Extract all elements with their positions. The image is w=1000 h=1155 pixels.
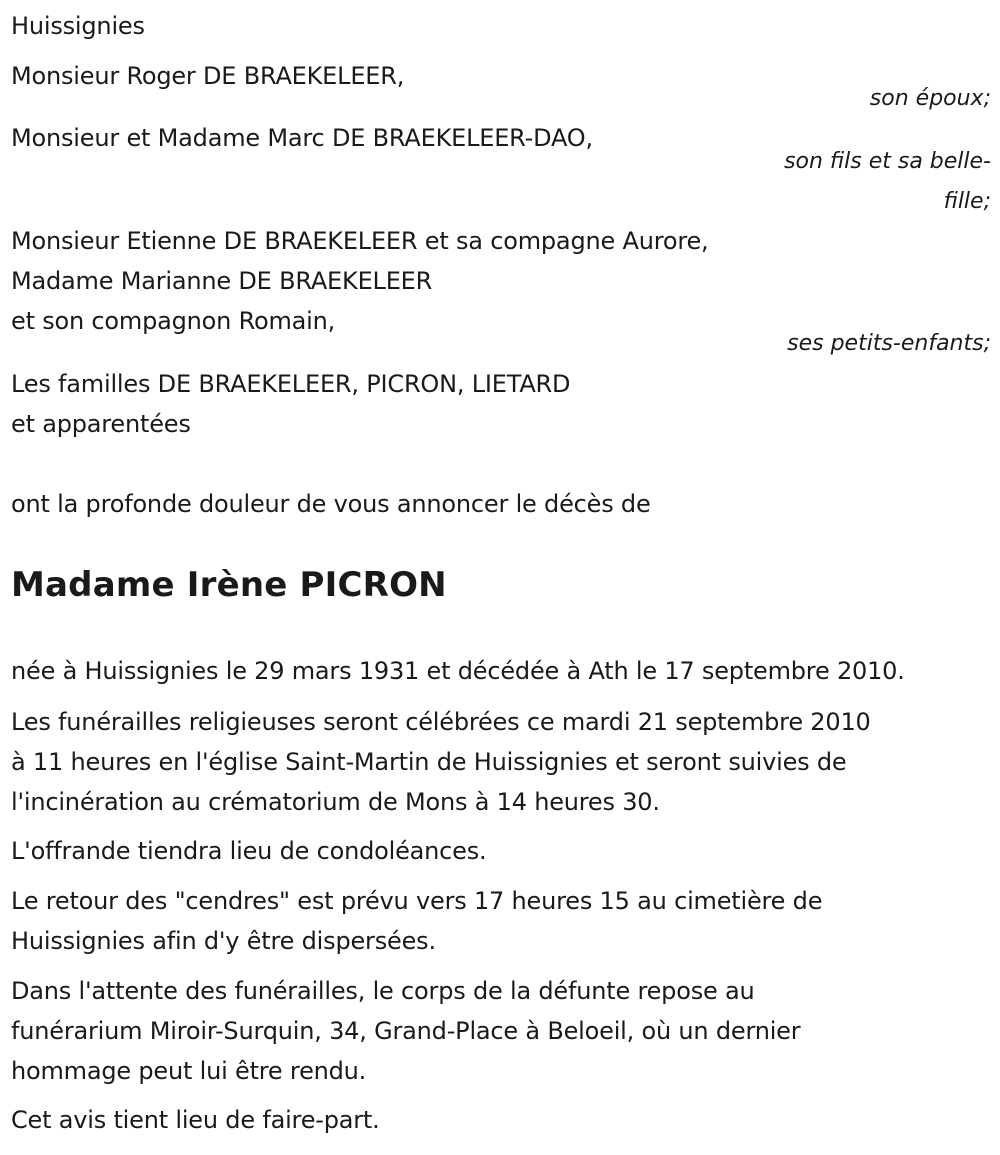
family-line: Les familles DE BRAEKELEER, PICRON, LIETARD: [11, 370, 571, 398]
paragraph-line: l'incinération au crématorium de Mons à 14 heures 30.: [11, 788, 660, 816]
relation-label: son époux;: [869, 86, 991, 111]
place-name: Huissignies: [11, 12, 145, 40]
family-line: Madame Marianne DE BRAEKELEER: [11, 267, 433, 295]
announcement-text: ont la profonde douleur de vous annoncer le décès de: [11, 490, 651, 518]
deceased-name: Madame Irène PICRON: [11, 565, 447, 605]
paragraph-line: à 11 heures en l'église Saint-Martin de Huissignies et seront suivies de: [11, 748, 847, 776]
family-line: Monsieur Etienne DE BRAEKELEER et sa compagne Aurore,: [11, 227, 709, 255]
paragraph-line: hommage peut lui être rendu.: [11, 1057, 367, 1085]
paragraph-line: Huissignies afin d'y être dispersées.: [11, 927, 436, 955]
paragraph-line: Les funérailles religieuses seront célébrées ce mardi 21 septembre 2010: [11, 708, 871, 736]
relation-label: son fils et sa belle-fille;: [784, 149, 991, 214]
family-line: et apparentées: [11, 410, 191, 438]
paragraph-line: Le retour des "cendres" est prévu vers 17 heures 15 au cimetière de: [11, 887, 823, 915]
relation-label: ses petits-enfants;: [787, 331, 991, 356]
paragraph-line: Dans l'attente des funérailles, le corps de la défunte repose au: [11, 977, 755, 1005]
paragraph-line: funérarium Miroir-Surquin, 34, Grand-Place à Beloeil, où un dernier: [11, 1017, 801, 1045]
family-line: et son compagnon Romain,: [11, 307, 336, 335]
paragraph-line: née à Huissignies le 29 mars 1931 et décédée à Ath le 17 septembre 2010.: [11, 657, 905, 685]
family-line: Monsieur et Madame Marc DE BRAEKELEER-DAO,: [11, 124, 593, 152]
paragraph-line: Cet avis tient lieu de faire-part.: [11, 1106, 380, 1134]
family-line: Monsieur Roger DE BRAEKELEER,: [11, 62, 405, 90]
paragraph-line: L'offrande tiendra lieu de condoléances.: [11, 837, 487, 865]
